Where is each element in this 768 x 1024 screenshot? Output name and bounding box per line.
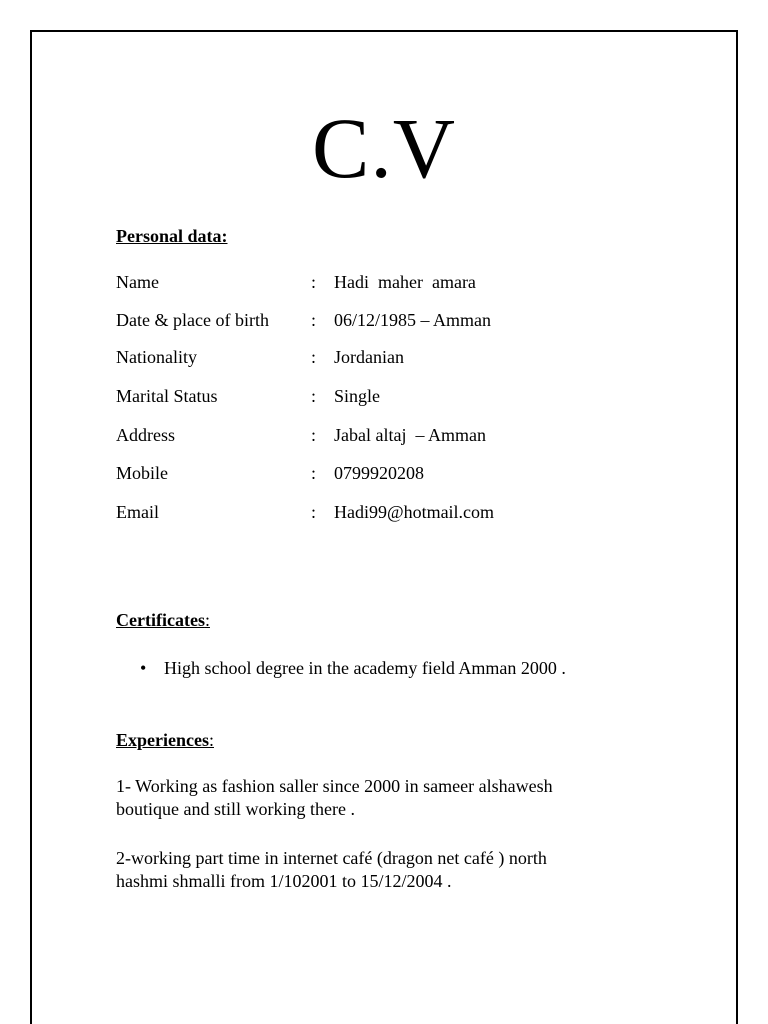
certificate-list-item — [140, 657, 566, 723]
document-title: C.V — [312, 100, 456, 196]
field-separator: : — [311, 310, 317, 330]
field-label: Marital Status — [116, 386, 218, 406]
certificates-heading — [116, 609, 210, 631]
field-label: Address — [116, 425, 175, 445]
heading-colon: : — [208, 730, 214, 750]
bullet-icon: • — [140, 658, 147, 678]
field-value: Jordanian — [334, 347, 404, 367]
field-label: Email — [116, 502, 159, 522]
field-separator: : — [311, 347, 317, 367]
certificate-text: High school degree in the academy field Amman 2000 . — [164, 658, 566, 678]
experiences-heading-text: Experiences — [116, 730, 209, 750]
field-label: Nationality — [116, 347, 197, 367]
experiences-heading — [116, 729, 214, 751]
field-value: 06/12/1985 – Amman — [334, 310, 491, 330]
field-value: Single — [334, 386, 381, 406]
experience-item-1: 1- Working as fashion saller since 2000 in sameer alshawesh boutique and still working there . — [116, 776, 553, 819]
experience-item-2: 2-working part time in internet café (dragon net café ) north hashmi shmalli from 1/102001 to 15/12/2004 . — [116, 848, 547, 891]
field-label: Date & place of birth — [116, 310, 269, 330]
field-separator: : — [311, 425, 317, 445]
field-separator: : — [311, 272, 317, 292]
field-value: Hadi maher amara — [334, 272, 476, 292]
field-label: Name — [116, 272, 159, 292]
heading-colon: : — [204, 610, 210, 630]
personal-data-heading: Personal data: — [116, 226, 228, 246]
certificates-heading-text: Certificates — [116, 610, 205, 630]
field-separator: : — [311, 463, 317, 483]
field-label: Mobile — [116, 463, 168, 483]
field-value: Hadi99@hotmail.com — [334, 502, 495, 522]
field-separator: : — [311, 502, 317, 522]
field-value: 0799920208 — [334, 463, 424, 483]
field-separator: : — [311, 386, 317, 406]
field-value: Jabal altaj – Amman — [334, 425, 486, 445]
